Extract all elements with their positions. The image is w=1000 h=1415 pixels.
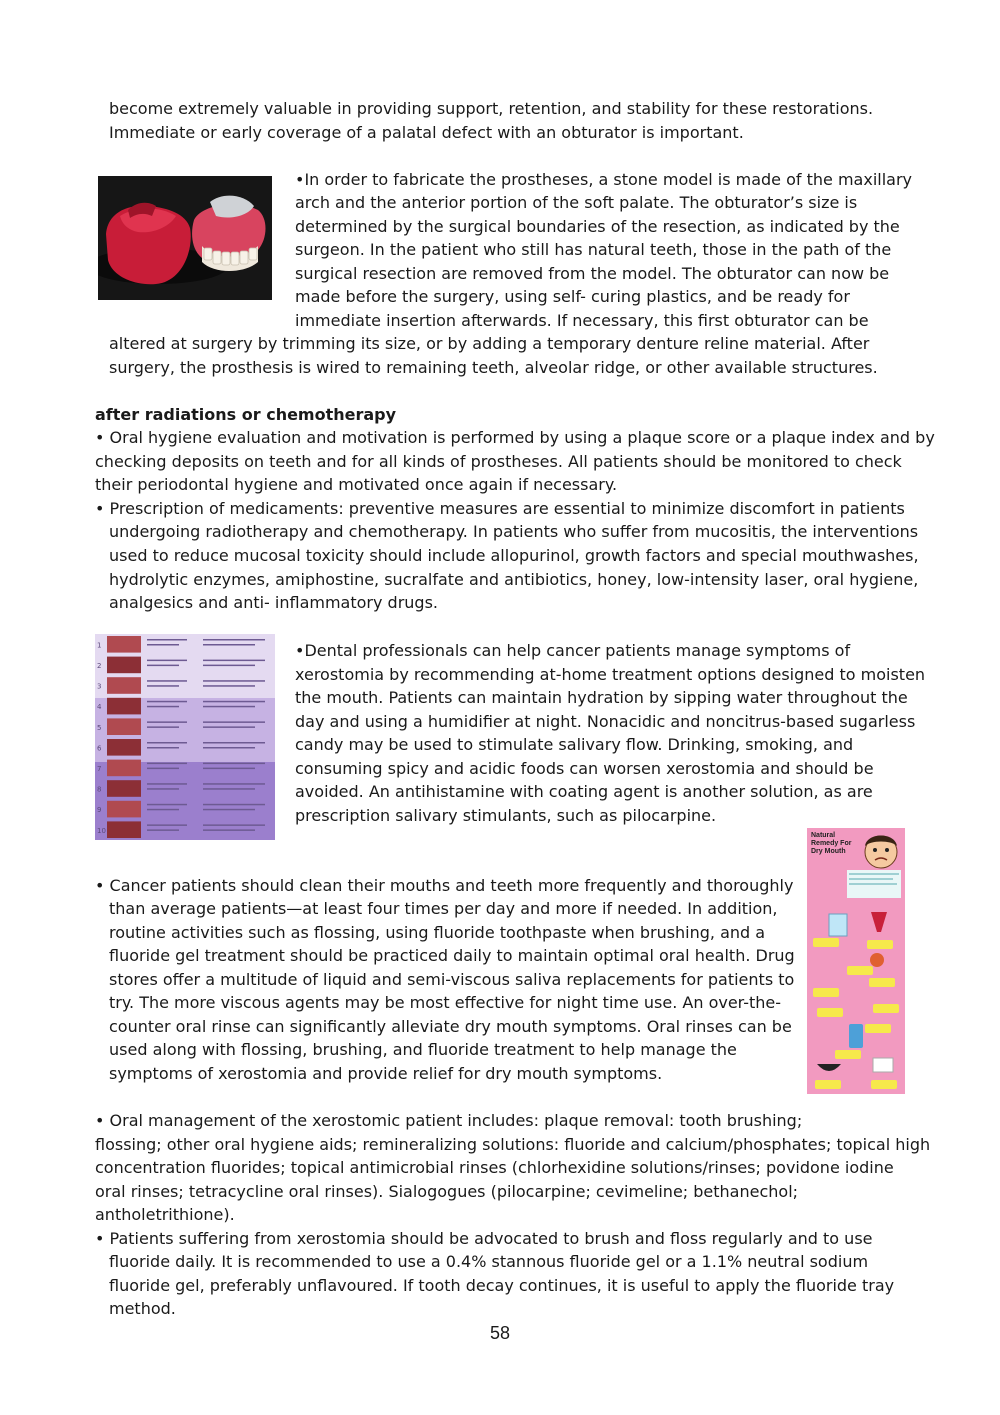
text-line: arch and the anterior portion of the soft palate. The obturator’s size is xyxy=(295,193,858,212)
description-line xyxy=(147,768,179,770)
text-line: fluoride gel, preferably unflavoured. If tooth decay continues, it is useful to apply the fluoride tray xyxy=(109,1276,895,1295)
text-line: surgery, the prosthesis is wired to remaining teeth, alveolar ridge, or other available structures. xyxy=(109,358,878,377)
description-line xyxy=(203,783,265,785)
text-line: symptoms of xerostomia and provide relief for dry mouth symptoms. xyxy=(109,1064,663,1083)
description-line xyxy=(203,804,265,806)
text-line: prescription salivary stimulants, such as pilocarpine. xyxy=(295,806,717,825)
mucositis-photo xyxy=(107,718,141,735)
description-line xyxy=(147,706,179,708)
text-line: made before the surgery, using self- curing plastics, and be ready for xyxy=(295,287,850,306)
text-line: undergoing radiotherapy and chemotherapy. In patients who suffer from mucositis, the interventions xyxy=(109,522,919,541)
text-line: altered at surgery by trimming its size, or by adding a temporary denture reline material. After xyxy=(109,334,870,353)
text-line: than average patients—at least four times per day and more if needed. In addition, xyxy=(109,899,778,918)
mucositis-grading-chart xyxy=(95,634,275,840)
mucositis-photo xyxy=(107,760,141,777)
description-line xyxy=(147,726,179,728)
description-line xyxy=(147,763,187,765)
section-heading: after radiations or chemotherapy xyxy=(95,405,397,424)
description-line xyxy=(147,783,187,785)
description-line xyxy=(147,824,187,826)
dry-mouth-remedy-infographic xyxy=(807,828,905,1094)
description-line xyxy=(147,660,187,662)
text-line: determined by the surgical boundaries of the resection, as indicated by the xyxy=(295,217,900,236)
text-line: • Prescription of medicaments: preventive measures are essential to minimize discomfort in patients xyxy=(95,499,905,518)
obturator-prostheses-photo-icon xyxy=(98,176,272,300)
description-line xyxy=(203,685,255,687)
mucositis-photo xyxy=(107,657,141,674)
text-line: try. The more viscous agents may be most effective for night time use. An over-the- xyxy=(109,993,782,1012)
grade-number: 4 xyxy=(97,703,102,712)
text-line: day and using a humidifier at night. Nonacidic and noncitrus-based sugarless xyxy=(295,712,916,731)
description-line xyxy=(147,809,179,811)
description-line xyxy=(203,742,265,744)
info-label xyxy=(865,1024,891,1033)
grade-number: 5 xyxy=(97,723,102,732)
description-line xyxy=(147,721,187,723)
description-line xyxy=(203,788,255,790)
text-line: consuming spicy and acidic foods can worsen xerostomia and should be xyxy=(295,759,874,778)
text-line: • Patients suffering from xerostomia should be advocated to brush and floss regularly and to use xyxy=(95,1229,873,1248)
text-line: oral rinses; tetracycline oral rinses). Sialogogues (pilocarpine; cevimeline; bethanechol; xyxy=(95,1182,799,1201)
text-line: • Oral hygiene evaluation and motivation is performed by using a plaque score or a plaque index and by xyxy=(95,428,935,447)
description-line xyxy=(147,747,179,749)
text-line: candy may be used to stimulate salivary flow. Drinking, smoking, and xyxy=(295,735,854,754)
mucositis-grading-chart-icon xyxy=(95,634,275,840)
info-label xyxy=(813,938,839,947)
info-label xyxy=(871,1080,897,1089)
text-line: stores offer a multitude of liquid and semi-viscous saliva replacements for patients to xyxy=(109,970,795,989)
text-line: checking deposits on teeth and for all kinds of prostheses. All patients should be monitored to check xyxy=(95,452,902,471)
grade-number: 2 xyxy=(97,661,102,670)
description-line xyxy=(147,742,187,744)
mucositis-photo xyxy=(107,677,141,694)
description-line xyxy=(203,768,255,770)
info-label xyxy=(813,988,839,997)
grade-number: 3 xyxy=(97,682,102,691)
description-line xyxy=(203,706,255,708)
mucositis-photo xyxy=(107,801,141,818)
text-line: •In order to fabricate the prostheses, a stone model is made of the maxillary xyxy=(295,170,913,189)
description-line xyxy=(203,639,265,641)
info-label xyxy=(869,978,895,987)
text-line: immediate insertion afterwards. If necessary, this first obturator can be xyxy=(295,311,869,330)
page-number: 58 xyxy=(489,1323,511,1343)
description-line xyxy=(203,665,255,667)
mucositis-photo xyxy=(107,636,141,653)
description-line xyxy=(203,680,265,682)
description-line xyxy=(203,763,265,765)
description-line xyxy=(147,685,179,687)
description-line xyxy=(203,747,255,749)
description-line xyxy=(203,660,265,662)
grade-number: 9 xyxy=(97,806,102,815)
description-line xyxy=(147,644,179,646)
text-line: the mouth. Patients can maintain hydration by sipping water throughout the xyxy=(295,688,908,707)
grade-number: 1 xyxy=(97,641,102,650)
text-line: •Dental professionals can help cancer patients manage symptoms of xyxy=(295,641,851,660)
mucositis-photo xyxy=(107,780,141,797)
text-line: antholetrithione). xyxy=(95,1205,235,1224)
grade-number: 10 xyxy=(97,826,106,835)
text-line: fluoride gel treatment should be practiced daily to maintain optimal oral health. Drug xyxy=(109,946,795,965)
info-label xyxy=(817,1008,843,1017)
text-line: flossing; other oral hygiene aids; remineralizing solutions: fluoride and calcium/phosphates; topical high xyxy=(95,1135,931,1154)
grade-number: 8 xyxy=(97,785,102,794)
grade-number: 7 xyxy=(97,764,102,773)
obturator-prostheses-photo xyxy=(98,176,272,300)
grade-number: 6 xyxy=(97,744,102,753)
description-line xyxy=(203,829,255,831)
text-line: • Cancer patients should clean their mouths and teeth more frequently and thoroughly xyxy=(95,876,794,895)
text-line: avoided. An antihistamine with coating agent is another solution, as are xyxy=(295,782,873,801)
text-line: method. xyxy=(109,1299,176,1318)
info-label xyxy=(815,1080,841,1089)
description-line xyxy=(203,644,255,646)
info-label xyxy=(847,966,873,975)
text-line: their periodontal hygiene and motivated once again if necessary. xyxy=(95,475,618,494)
text-line: fluoride daily. It is recommended to use a 0.4% stannous fluoride gel or a 1.1% neutral sodium xyxy=(109,1252,869,1271)
description-line xyxy=(203,701,265,703)
description-line xyxy=(147,788,179,790)
info-label xyxy=(873,1004,899,1013)
text-line: become extremely valuable in providing support, retention, and stability for these restorations. xyxy=(109,99,874,118)
text-line: • Oral management of the xerostomic patient includes: plaque removal: tooth brushing; xyxy=(95,1111,803,1130)
text-line: analgesics and anti- inflammatory drugs. xyxy=(109,593,438,612)
description-line xyxy=(147,639,187,641)
description-line xyxy=(147,829,179,831)
text-line: counter oral rinse can significantly alleviate dry mouth symptoms. Oral rinses can be xyxy=(109,1017,792,1036)
dry-mouth-remedy-infographic-icon xyxy=(807,828,905,1094)
info-label xyxy=(867,940,893,949)
mucositis-photo xyxy=(107,698,141,715)
description-line xyxy=(147,701,187,703)
infographic-title: Natural Remedy For Dry Mouth xyxy=(811,832,852,855)
text-line: routine activities such as flossing, using fluoride toothpaste when brushing, and a xyxy=(109,923,766,942)
text-line: hydrolytic enzymes, amiphostine, sucralfate and antibiotics, honey, low-intensity laser, oral hygiene, xyxy=(109,570,919,589)
description-line xyxy=(147,680,187,682)
info-label xyxy=(835,1050,861,1059)
description-line xyxy=(203,809,255,811)
description-line xyxy=(147,665,179,667)
description-line xyxy=(203,824,265,826)
text-line: surgeon. In the patient who still has natural teeth, those in the path of the xyxy=(295,240,892,259)
text-line: surgical resection are removed from the model. The obturator can now be xyxy=(295,264,890,283)
description-line xyxy=(147,804,187,806)
text-line: used along with flossing, brushing, and fluoride treatment to help manage the xyxy=(109,1040,737,1059)
description-line xyxy=(203,721,265,723)
text-line: concentration fluorides; topical antimicrobial rinses (chlorhexidine solutions/rinses; povidone iodine xyxy=(95,1158,894,1177)
text-line: used to reduce mucosal toxicity should include allopurinol, growth factors and special mouthwashes, xyxy=(109,546,919,565)
text-line: xerostomia by recommending at-home treatment options designed to moisten xyxy=(295,665,926,684)
description-line xyxy=(203,726,255,728)
mucositis-photo xyxy=(107,821,141,838)
mucositis-photo xyxy=(107,739,141,756)
text-line: Immediate or early coverage of a palatal defect with an obturator is important. xyxy=(109,123,744,142)
